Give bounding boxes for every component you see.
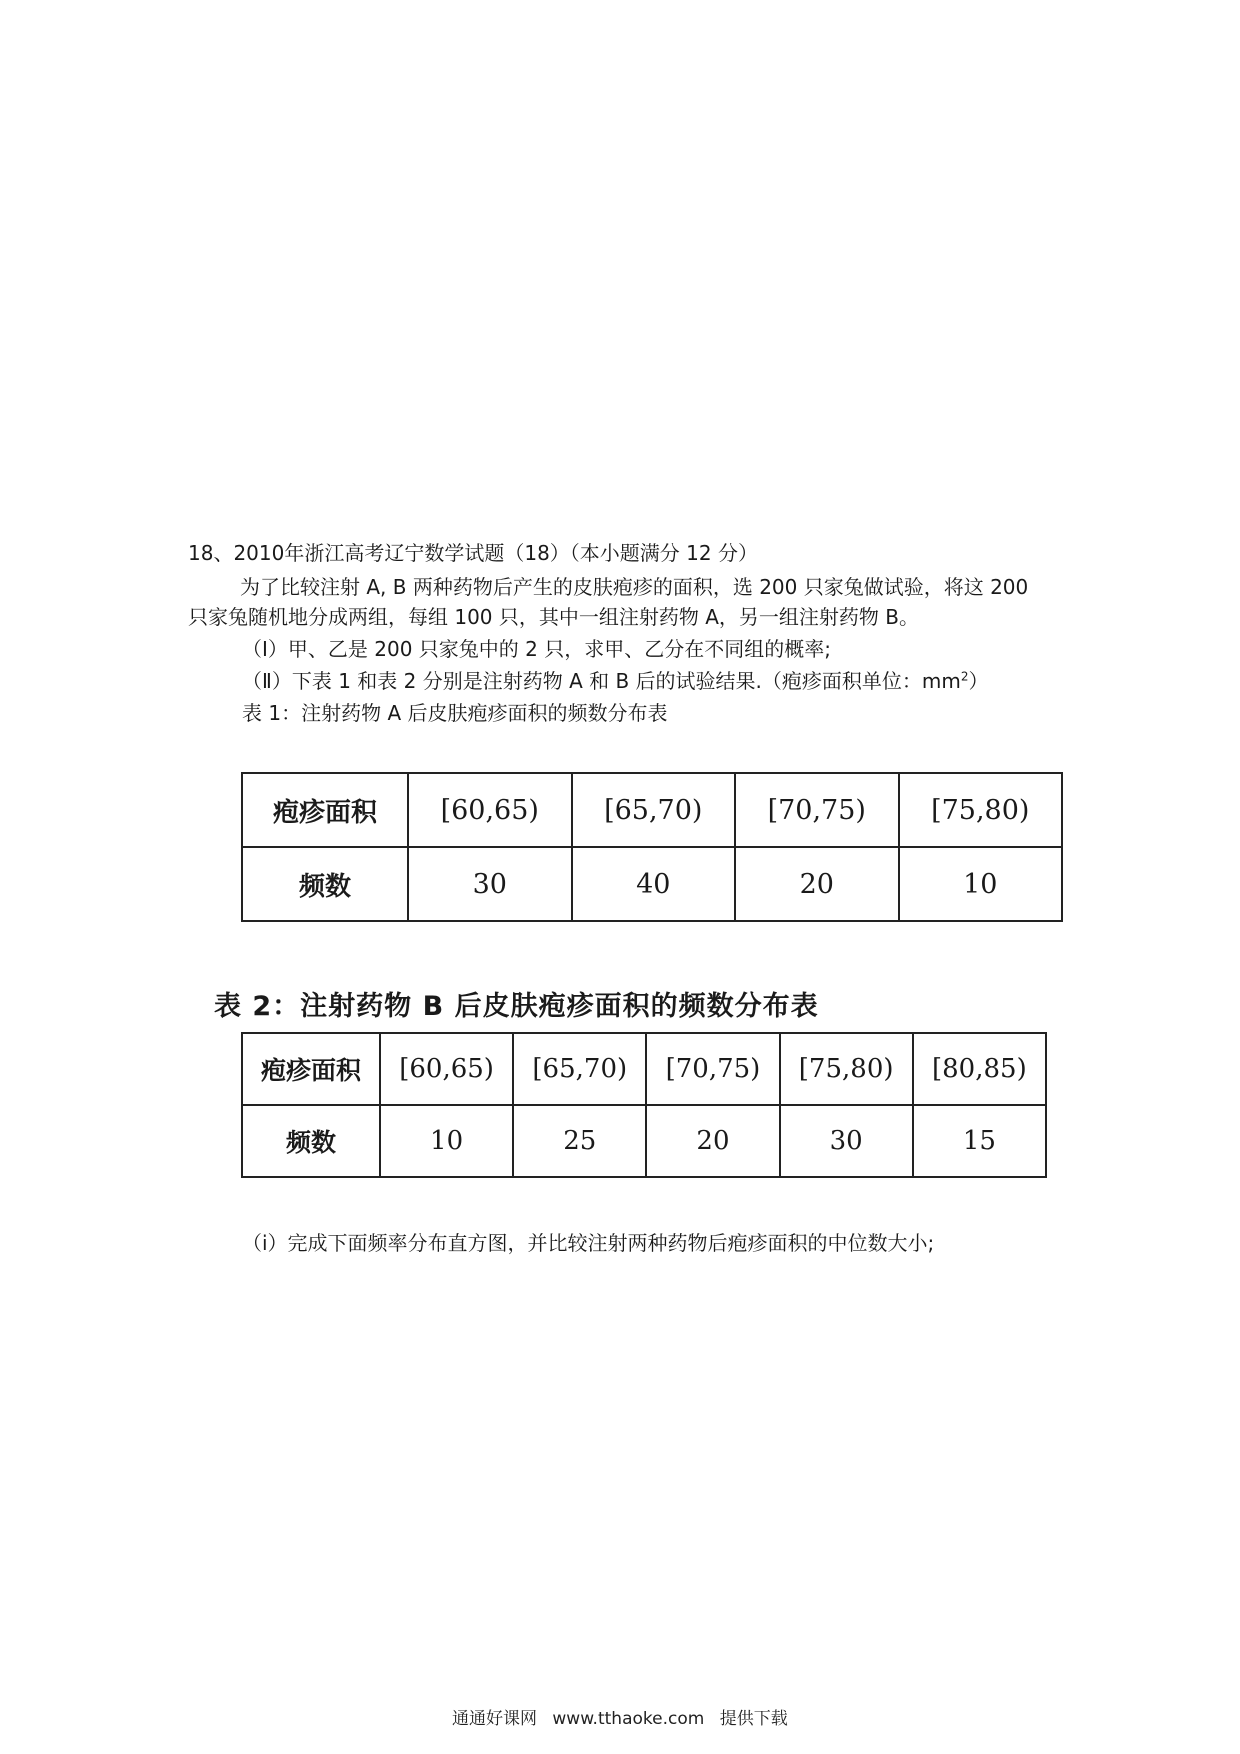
table1-interval: [75,80): [899, 773, 1063, 847]
part-2-superscript: 2: [960, 669, 969, 684]
table2-interval: [75,80): [780, 1033, 913, 1105]
table2-count-row: [242, 1105, 1046, 1177]
footer-url-link[interactable]: www.tthaoke.com: [552, 1709, 705, 1729]
table1-frequency-distribution: [241, 772, 1063, 922]
part-1-question: （Ⅰ）甲、乙是 200 只家兔中的 2 只，求甲、乙分在不同组的概率;: [242, 637, 831, 661]
table1-count: 20: [735, 847, 899, 921]
table2-interval: [65,70): [513, 1033, 646, 1105]
table2-count: 25: [513, 1105, 646, 1177]
problem-intro-line1: 为了比较注射 A, B 两种药物后产生的皮肤疱疹的面积，选 200 只家兔做试验，将这 200: [240, 575, 1029, 599]
problem-header: 18、2010年浙江高考辽宁数学试题（18）（本小题满分 12 分）: [188, 541, 758, 565]
problem-intro-line2: 只家兔随机地分成两组，每组 100 只，其中一组注射药物 A，另一组注射药物 B。: [188, 605, 920, 629]
table2-count: 10: [380, 1105, 513, 1177]
table2-count: 15: [913, 1105, 1046, 1177]
table2-interval: [80,85): [913, 1033, 1046, 1105]
table1-interval: [60,65): [408, 773, 572, 847]
table1-header-row: [242, 773, 1062, 847]
table2-header-label: 疱疹面积: [242, 1033, 380, 1105]
table2-header-row: [242, 1033, 1046, 1105]
table1-caption: 表 1：注射药物 A 后皮肤疱疹面积的频数分布表: [242, 701, 668, 725]
part-2-question: [242, 668, 989, 694]
table1-interval: [65,70): [572, 773, 736, 847]
table1-count-row: [242, 847, 1062, 921]
table1-count: 10: [899, 847, 1063, 921]
table2-caption: 表 2：注射药物 B 后皮肤疱疹面积的频数分布表: [214, 991, 819, 1022]
table1-count: 40: [572, 847, 736, 921]
table2-count: 30: [780, 1105, 913, 1177]
footer-suffix: 提供下载: [719, 1709, 788, 1729]
table1-interval: [70,75): [735, 773, 899, 847]
page-footer: [452, 1704, 798, 1729]
part-2-text: （Ⅱ）下表 1 和表 2 分别是注射药物 A 和 B 后的试验结果.（疱疹面积单位：mm: [242, 669, 961, 693]
table2-frequency-distribution: [241, 1032, 1047, 1178]
sub-question-i: （ⅰ）完成下面频率分布直方图，并比较注射两种药物后疱疹面积的中位数大小;: [242, 1231, 935, 1255]
footer-site-name: 通通好课网: [452, 1709, 537, 1729]
table2-row-label: 频数: [242, 1105, 380, 1177]
table1-count: 30: [408, 847, 572, 921]
table2-count: 20: [646, 1105, 779, 1177]
table1-header-label: 疱疹面积: [242, 773, 408, 847]
table2-interval: [70,75): [646, 1033, 779, 1105]
part-2-close-paren: ）: [968, 669, 989, 693]
table1-row-label: 频数: [242, 847, 408, 921]
table2-interval: [60,65): [380, 1033, 513, 1105]
